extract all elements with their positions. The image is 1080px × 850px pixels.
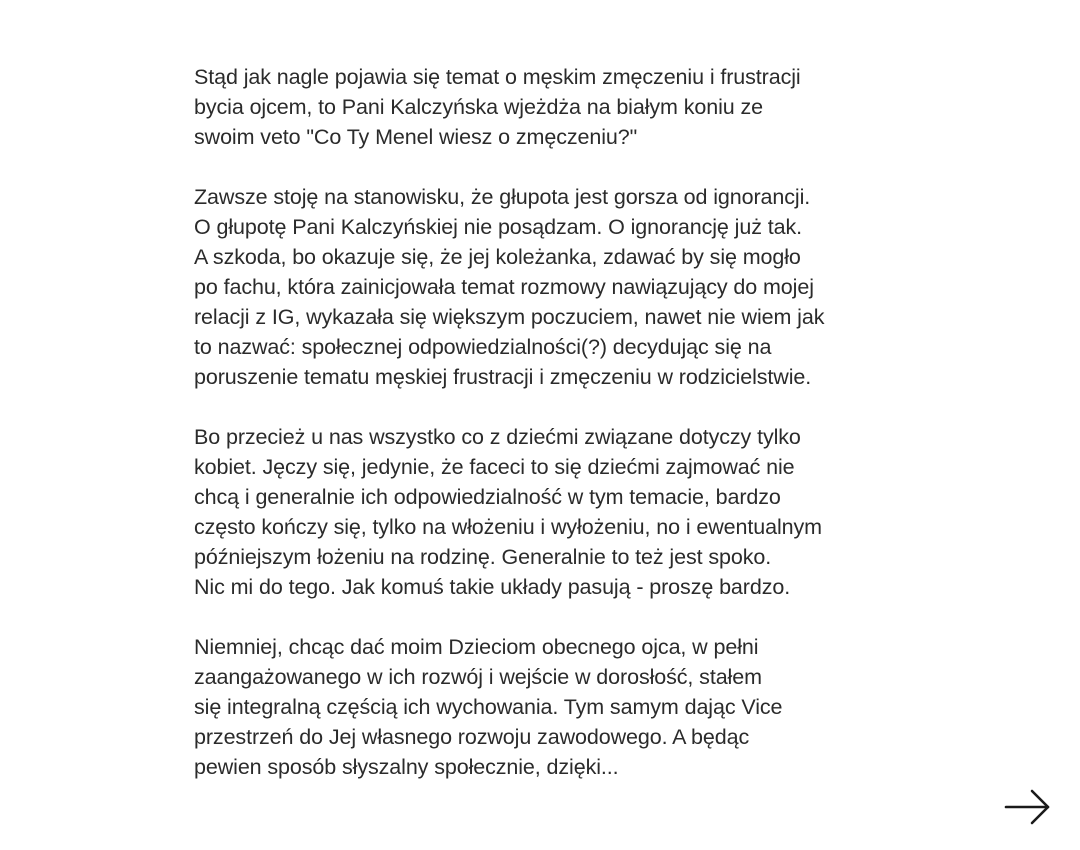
- next-slide-button[interactable]: [1004, 788, 1052, 826]
- text-line: to nazwać: społecznej odpowiedzialności(?) decydując się na: [194, 335, 772, 359]
- text-line: bycia ojcem, to Pani Kalczyńska wjeżdża na białym koniu ze: [194, 95, 764, 119]
- arrow-right-icon: [1004, 788, 1052, 826]
- text-line: pewien sposób słyszalny społecznie, dzięki...: [194, 755, 619, 779]
- text-line: swoim veto "Co Ty Menel wiesz o zmęczeniu?": [194, 125, 638, 149]
- text-line: się integralną częścią ich wychowania. Tym samym dając Vice: [194, 695, 783, 719]
- text-line: Zawsze stoję na stanowisku, że głupota jest gorsza od ignorancji.: [194, 185, 811, 209]
- text-line: Stąd jak nagle pojawia się temat o męskim zmęczeniu i frustracji: [194, 65, 801, 89]
- text-body: [194, 62, 894, 812]
- paragraph-3: [194, 422, 894, 602]
- text-line: zaangażowanego w ich rozwój i wejście w dorosłość, stałem: [194, 665, 762, 689]
- text-line: O głupotę Pani Kalczyńskiej nie posądzam. O ignorancję już tak.: [194, 215, 802, 239]
- text-line: po fachu, która zainicjowała temat rozmowy nawiązujący do mojej: [194, 275, 814, 299]
- text-line: Nic mi do tego. Jak komuś takie układy pasują - proszę bardzo.: [194, 575, 791, 599]
- text-line: kobiet. Jęczy się, jedynie, że faceci to się dziećmi zajmować nie: [194, 455, 795, 479]
- paragraph-4: [194, 632, 894, 782]
- text-line: Bo przecież u nas wszystko co z dziećmi związane dotyczy tylko: [194, 425, 801, 449]
- text-line: późniejszym łożeniu na rodzinę. Generalnie to też jest spoko.: [194, 545, 772, 569]
- paragraph-1: [194, 62, 894, 152]
- text-line: Niemniej, chcąc dać moim Dzieciom obecnego ojca, w pełni: [194, 635, 759, 659]
- text-line: poruszenie tematu męskiej frustracji i zmęczeniu w rodzicielstwie.: [194, 365, 812, 389]
- text-line: chcą i generalnie ich odpowiedzialność w tym temacie, bardzo: [194, 485, 781, 509]
- text-line: relacji z IG, wykazała się większym poczuciem, nawet nie wiem jak: [194, 305, 825, 329]
- text-line: przestrzeń do Jej własnego rozwoju zawodowego. A będąc: [194, 725, 750, 749]
- text-line: często kończy się, tylko na włożeniu i wyłożeniu, no i ewentualnym: [194, 515, 822, 539]
- paragraph-2: [194, 182, 894, 392]
- text-line: A szkoda, bo okazuje się, że jej koleżanka, zdawać by się mogło: [194, 245, 801, 269]
